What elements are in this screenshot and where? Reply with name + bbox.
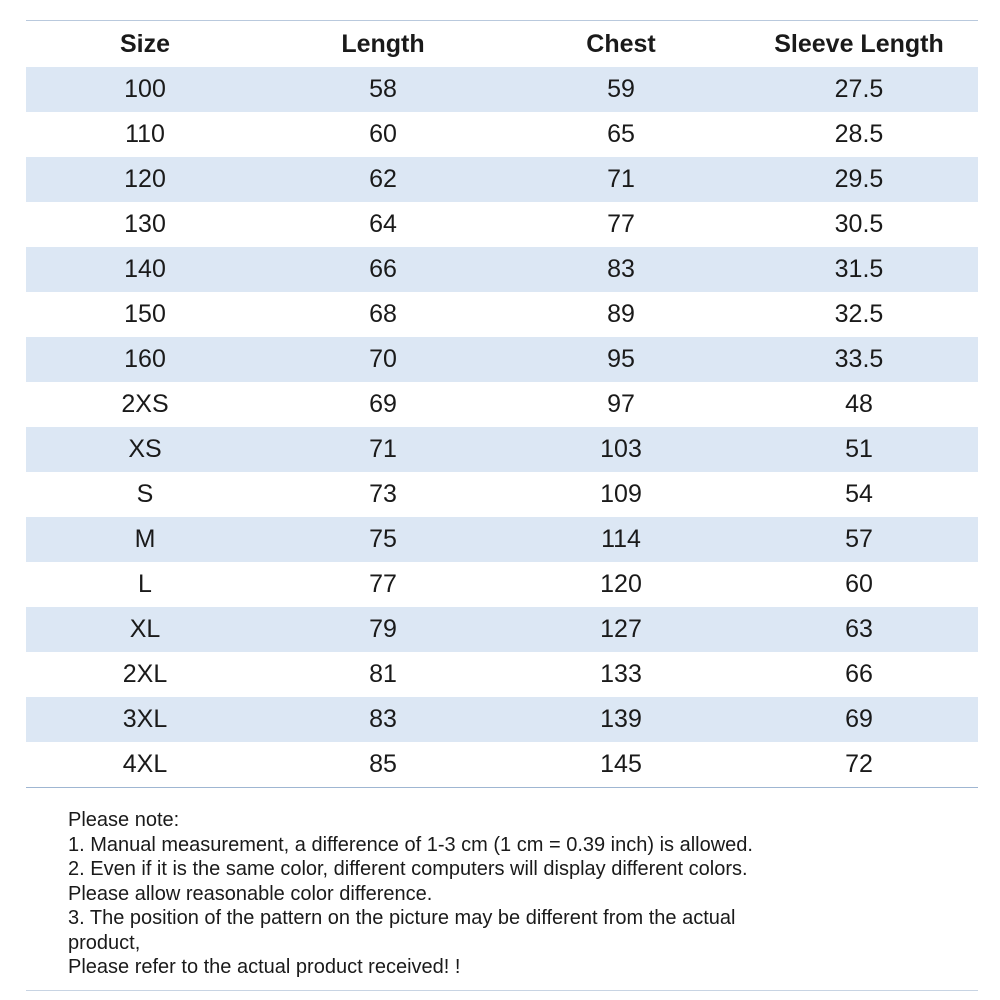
cell-sleeve-length: 72 (845, 750, 873, 778)
cell-length: 70 (369, 345, 397, 373)
cell-length: 85 (369, 750, 397, 778)
cell-length: 66 (369, 255, 397, 283)
table-row (26, 427, 978, 472)
cell-sleeve-length: 27.5 (834, 75, 884, 103)
table-row (26, 67, 978, 112)
cell-size: 130 (124, 210, 166, 238)
cell-size: 140 (124, 255, 166, 283)
cell-length: 71 (369, 435, 397, 463)
table-row (26, 517, 978, 562)
cell-length: 60 (369, 120, 397, 148)
table-row (26, 562, 978, 607)
cell-length: 73 (369, 480, 397, 508)
cell-chest: 145 (600, 750, 642, 778)
cell-size: S (136, 480, 154, 508)
cell-length: 75 (369, 525, 397, 553)
cell-size: 100 (124, 75, 166, 103)
table-row (26, 607, 978, 652)
cell-size: 3XL (122, 705, 168, 733)
cell-size: L (138, 570, 152, 598)
cell-chest: 83 (607, 255, 635, 283)
cell-length: 69 (369, 390, 397, 418)
header-size: Size (119, 29, 171, 58)
cell-sleeve-length: 28.5 (834, 120, 884, 148)
table-body (26, 67, 978, 787)
notes-block (68, 808, 968, 980)
cell-chest: 71 (607, 165, 635, 193)
notes-heading: Please note: (68, 809, 180, 831)
cell-size: 120 (124, 165, 166, 193)
note-line-6: Please refer to the actual product received! ! (68, 956, 461, 978)
note-line-2: 2. Even if it is the same color, different computers will display different colors. (68, 858, 748, 880)
table-row (26, 697, 978, 742)
header-length: Length (341, 29, 425, 58)
table-row (26, 292, 978, 337)
cell-chest: 89 (607, 300, 635, 328)
cell-length: 79 (369, 615, 397, 643)
cell-sleeve-length: 32.5 (834, 300, 884, 328)
cell-length: 83 (369, 705, 397, 733)
cell-size: XL (129, 615, 161, 643)
header-sleeve-length: Sleeve Length (774, 29, 944, 58)
cell-sleeve-length: 48 (845, 390, 873, 418)
note-line-4: 3. The position of the pattern on the picture may be different from the actual (68, 907, 736, 929)
cell-size: 2XL (122, 660, 168, 688)
header-chest: Chest (586, 29, 656, 58)
cell-chest: 133 (600, 660, 642, 688)
note-line-3: Please allow reasonable color difference. (68, 882, 433, 905)
cell-size: M (134, 525, 156, 553)
cell-length: 68 (369, 300, 397, 328)
cell-chest: 127 (600, 615, 642, 643)
table-header-row (26, 21, 978, 67)
table-row (26, 202, 978, 247)
cell-chest: 120 (600, 570, 642, 598)
cell-chest: 109 (600, 480, 642, 508)
table-row (26, 742, 978, 787)
cell-sleeve-length: 57 (845, 525, 873, 553)
cell-sleeve-length: 66 (845, 660, 873, 688)
cell-length: 58 (369, 75, 397, 103)
cell-sleeve-length: 69 (845, 705, 873, 733)
cell-chest: 139 (600, 705, 642, 733)
cell-sleeve-length: 60 (845, 570, 873, 598)
cell-chest: 59 (607, 75, 635, 103)
table-row (26, 112, 978, 157)
cell-length: 81 (369, 660, 397, 688)
cell-chest: 103 (600, 435, 642, 463)
cell-length: 62 (369, 165, 397, 193)
cell-sleeve-length: 33.5 (834, 345, 884, 373)
table-row (26, 247, 978, 292)
cell-chest: 95 (607, 345, 635, 373)
cell-sleeve-length: 30.5 (834, 210, 884, 238)
cell-size: 150 (124, 300, 166, 328)
bottom-divider (26, 990, 978, 991)
cell-chest: 65 (607, 120, 635, 148)
table-row (26, 652, 978, 697)
table-row (26, 337, 978, 382)
cell-sleeve-length: 31.5 (834, 255, 884, 283)
table-row (26, 382, 978, 427)
cell-chest: 77 (607, 210, 635, 238)
note-line-5: product, (68, 931, 141, 954)
cell-chest: 114 (601, 525, 641, 553)
cell-sleeve-length: 54 (845, 480, 873, 508)
note-line-1: 1. Manual measurement, a difference of 1-3 cm (1 cm = 0.39 inch) is allowed. (68, 833, 753, 856)
cell-size: XS (128, 435, 162, 463)
cell-size: 4XL (122, 750, 168, 778)
table-row (26, 157, 978, 202)
cell-sleeve-length: 51 (845, 435, 873, 463)
cell-length: 77 (369, 570, 397, 598)
cell-size: 2XS (121, 390, 169, 418)
cell-length: 64 (369, 210, 397, 238)
cell-chest: 97 (607, 390, 635, 418)
table-row (26, 472, 978, 517)
cell-sleeve-length: 29.5 (834, 165, 884, 193)
cell-size: 160 (124, 345, 166, 373)
cell-sleeve-length: 63 (845, 615, 873, 643)
size-chart-table (26, 20, 978, 788)
cell-size: 110 (125, 120, 165, 148)
